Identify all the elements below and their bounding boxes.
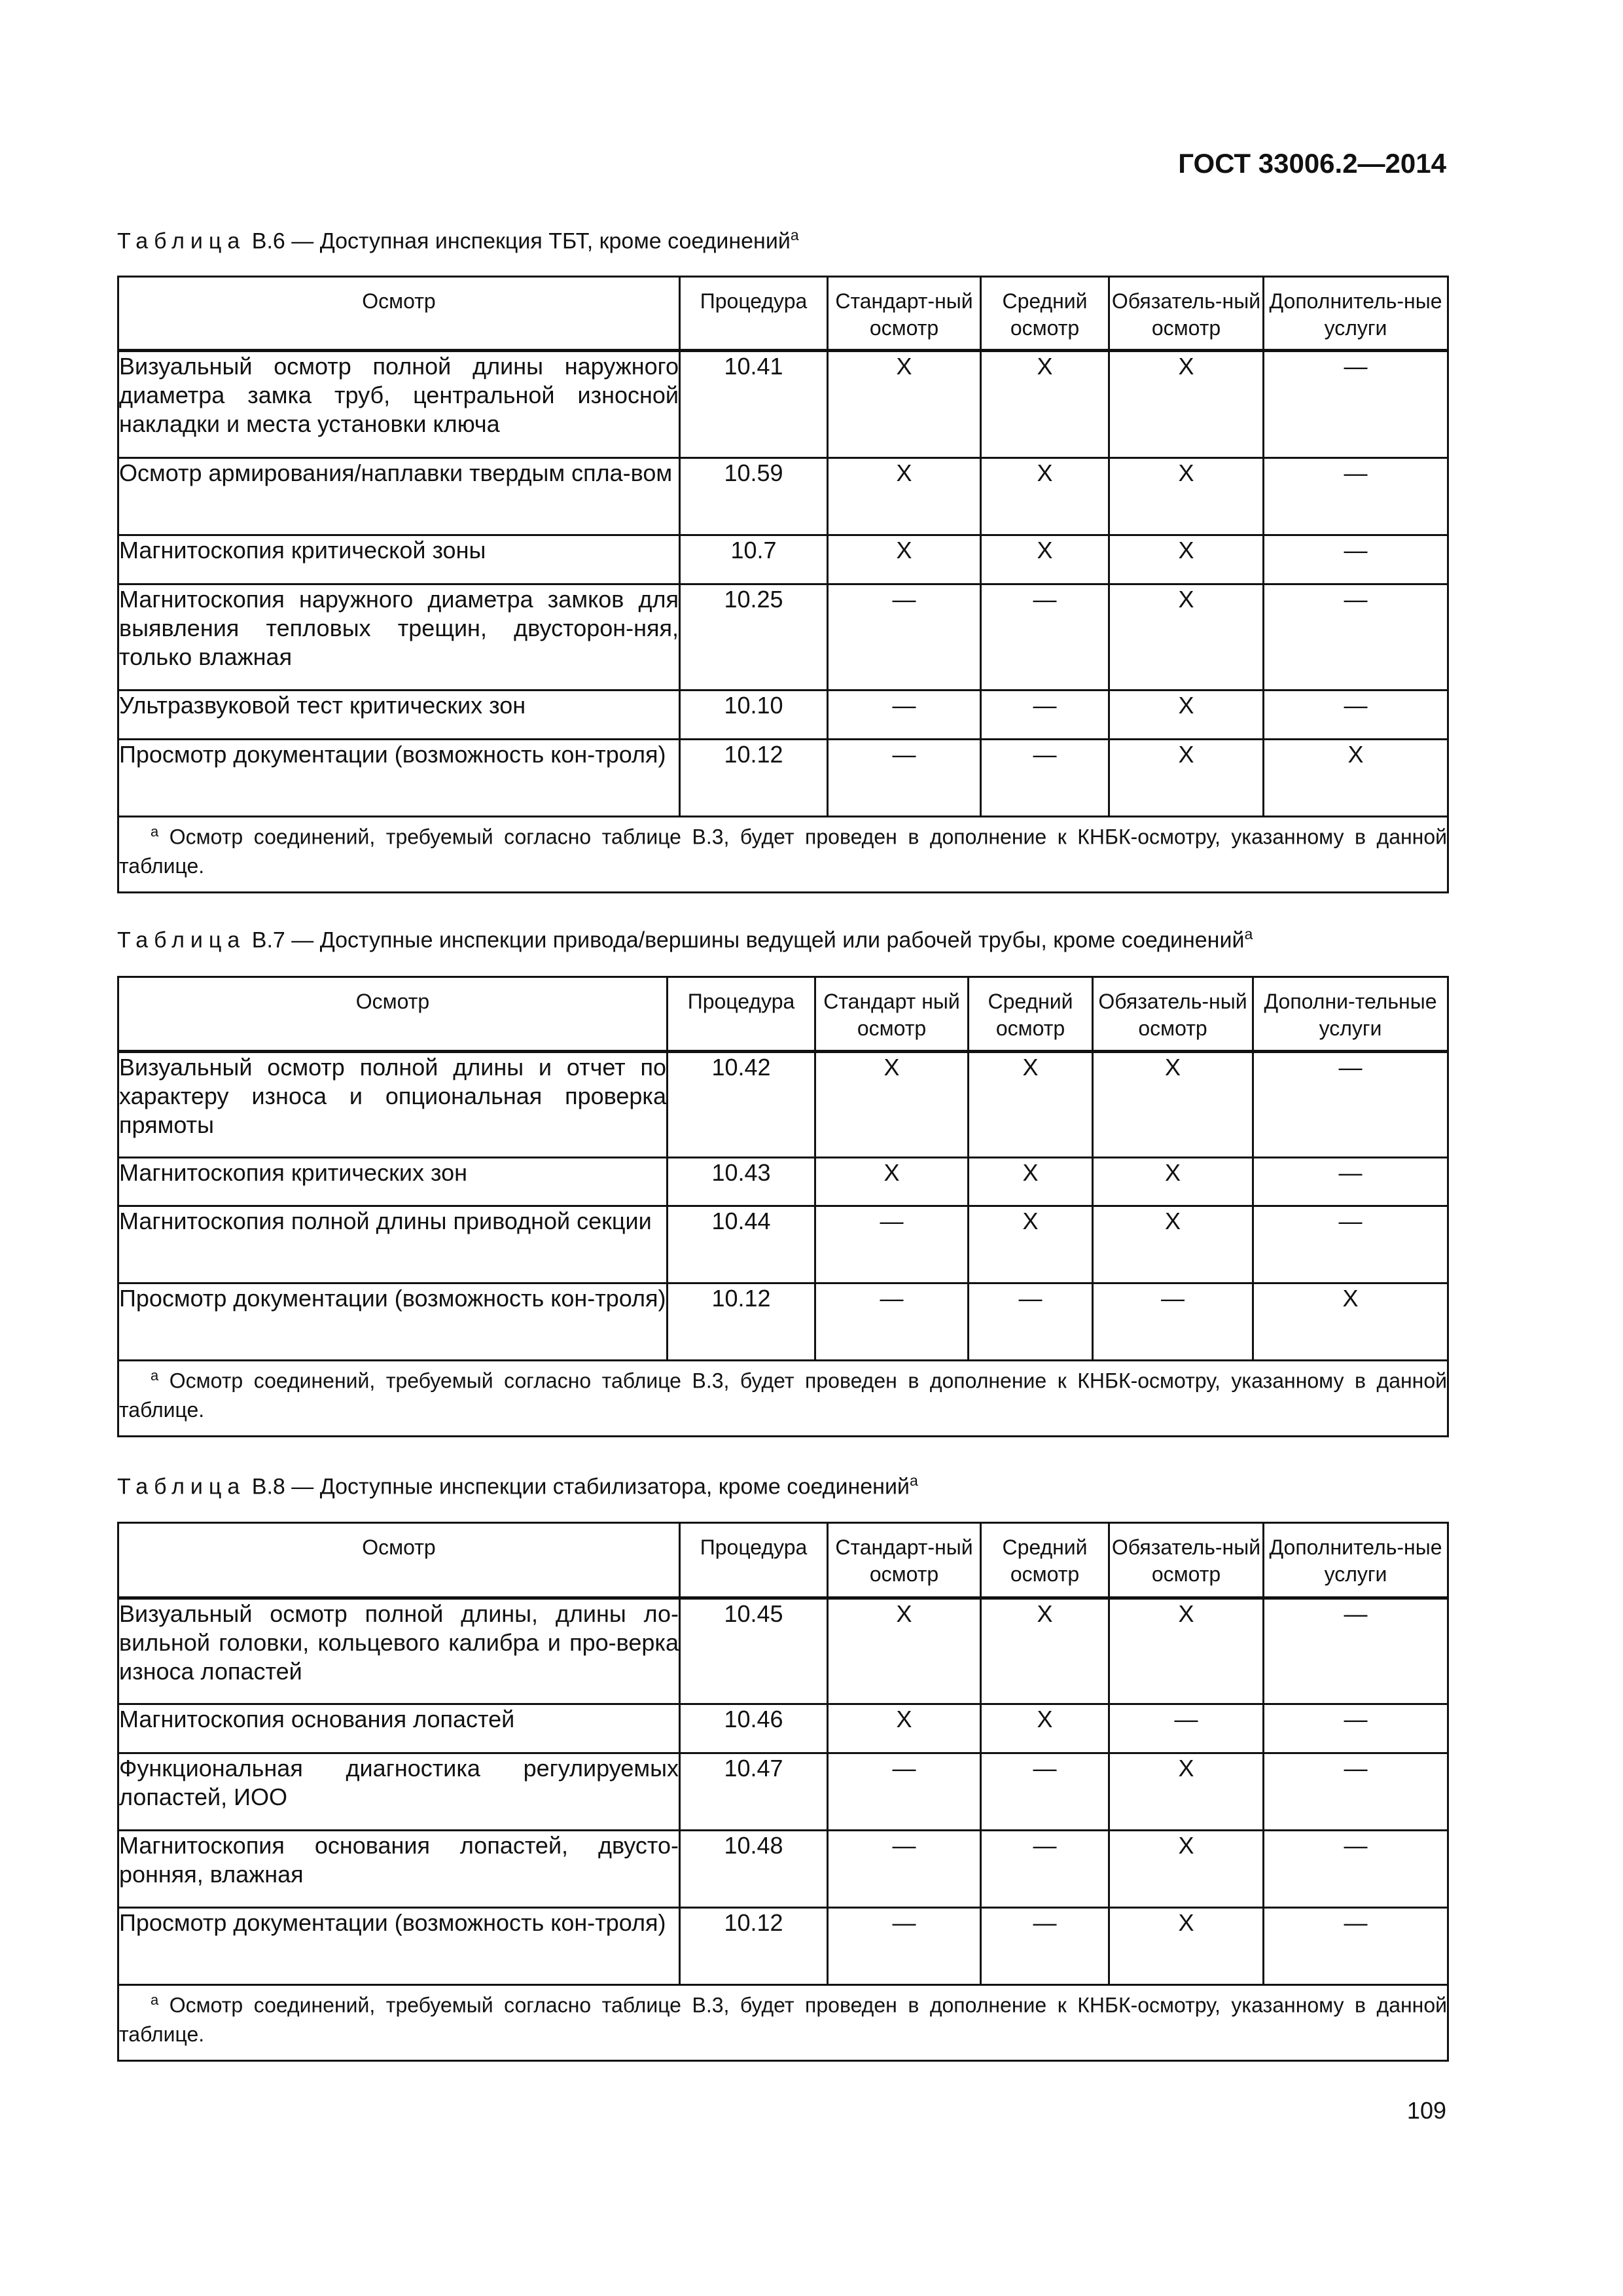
caption-text: В.7 — Доступные инспекции привода/вершины ведущей или рабочей трубы, кроме соединений bbox=[251, 927, 1245, 953]
standard-cell: — bbox=[828, 1831, 981, 1908]
header-cell: Средний осмотр bbox=[969, 977, 1093, 1052]
header-cell: Дополни-тельные услуги bbox=[1253, 977, 1448, 1052]
mandatory-cell: — bbox=[1109, 1704, 1264, 1753]
inspection-name-cell: Магнитоскопия полной длины приводной секции bbox=[118, 1206, 668, 1283]
inspection-name-cell: Осмотр армирования/наплавки твердым спла-вом bbox=[118, 458, 680, 535]
medium-cell: — bbox=[981, 1908, 1109, 1985]
caption-footnote-mark: a bbox=[1244, 925, 1253, 942]
additional-cell: — bbox=[1264, 691, 1448, 740]
mandatory-cell: X bbox=[1109, 1908, 1264, 1985]
footnote-text: Осмотр соединений, требуемый согласно таблице В.3, будет проведен в дополнение к КНБК-осмотру, указанному в данной таблице. bbox=[119, 1369, 1448, 1422]
inspection-table bbox=[117, 276, 1449, 893]
table-row bbox=[118, 584, 1448, 691]
caption-word: Таблица bbox=[117, 228, 246, 254]
table-row bbox=[118, 1598, 1448, 1704]
medium-cell: X bbox=[969, 1206, 1093, 1283]
mandatory-cell: X bbox=[1093, 1158, 1253, 1206]
header-cell: Стандарт ный осмотр bbox=[815, 977, 969, 1052]
medium-cell: X bbox=[981, 1704, 1109, 1753]
header-cell: Дополнитель-ные услуги bbox=[1264, 277, 1448, 351]
standard-cell: X bbox=[828, 351, 981, 458]
standard-cell: — bbox=[828, 1908, 981, 1985]
inspection-name-cell: Просмотр документации (возможность кон-троля) bbox=[118, 740, 680, 817]
inspection-name-cell: Ультразвуковой тест критических зон bbox=[118, 691, 680, 740]
inspection-name-cell: Визуальный осмотр полной длины наружного диаметра замка труб, центральной износной накладки и места установки ключа bbox=[118, 351, 680, 458]
procedure-cell: 10.7 bbox=[680, 535, 828, 584]
table-footnote-row bbox=[118, 1985, 1448, 2061]
table-row bbox=[118, 1052, 1448, 1158]
table-row bbox=[118, 1831, 1448, 1908]
inspection-name-cell: Магнитоскопия наружного диаметра замков для выявления тепловых трещин, двусторон-няя, только влажная bbox=[118, 584, 680, 691]
inspection-name-cell: Магнитоскопия основания лопастей bbox=[118, 1704, 680, 1753]
caption-footnote-mark: a bbox=[790, 226, 799, 243]
standard-cell: X bbox=[828, 1598, 981, 1704]
footnote-mark: a bbox=[151, 1367, 159, 1384]
header-cell: Дополнитель-ные услуги bbox=[1264, 1523, 1448, 1598]
additional-cell: — bbox=[1264, 1908, 1448, 1985]
procedure-cell: 10.12 bbox=[668, 1283, 815, 1361]
medium-cell: — bbox=[981, 584, 1109, 691]
mandatory-cell: X bbox=[1109, 740, 1264, 817]
procedure-cell: 10.44 bbox=[668, 1206, 815, 1283]
inspection-name-cell: Магнитоскопия основания лопастей, двусто-ронняя, влажная bbox=[118, 1831, 680, 1908]
procedure-cell: 10.43 bbox=[668, 1158, 815, 1206]
standard-cell: — bbox=[828, 584, 981, 691]
procedure-cell: 10.48 bbox=[680, 1831, 828, 1908]
table-footnote-row bbox=[118, 817, 1448, 893]
mandatory-cell: X bbox=[1109, 458, 1264, 535]
medium-cell: — bbox=[981, 1831, 1109, 1908]
header-cell: Средний осмотр bbox=[981, 277, 1109, 351]
header-cell: Процедура bbox=[680, 277, 828, 351]
mandatory-cell: X bbox=[1109, 1598, 1264, 1704]
additional-cell: — bbox=[1264, 1831, 1448, 1908]
table-footnote bbox=[118, 1985, 1448, 2061]
caption-word: Таблица bbox=[117, 927, 246, 953]
medium-cell: X bbox=[969, 1052, 1093, 1158]
caption-footnote-mark: a bbox=[909, 1472, 918, 1489]
table-row bbox=[118, 535, 1448, 584]
document-id: ГОСТ 33006.2—2014 bbox=[1178, 148, 1446, 179]
procedure-cell: 10.12 bbox=[680, 740, 828, 817]
standard-cell: X bbox=[815, 1052, 969, 1158]
table-caption bbox=[117, 226, 799, 254]
header-cell: Обязатель-ный осмотр bbox=[1109, 1523, 1264, 1598]
medium-cell: X bbox=[981, 535, 1109, 584]
caption-text: В.6 — Доступная инспекция ТБТ, кроме соединений bbox=[251, 228, 791, 254]
mandatory-cell: X bbox=[1109, 584, 1264, 691]
footnote-mark: a bbox=[151, 823, 159, 840]
additional-cell: — bbox=[1264, 1753, 1448, 1831]
procedure-cell: 10.10 bbox=[680, 691, 828, 740]
mandatory-cell: X bbox=[1109, 691, 1264, 740]
medium-cell: — bbox=[981, 740, 1109, 817]
header-cell: Средний осмотр bbox=[981, 1523, 1109, 1598]
inspection-name-cell: Магнитоскопия критических зон bbox=[118, 1158, 668, 1206]
table-row bbox=[118, 1206, 1448, 1283]
header-cell: Обязатель-ный осмотр bbox=[1093, 977, 1253, 1052]
mandatory-cell: X bbox=[1093, 1052, 1253, 1158]
additional-cell: — bbox=[1264, 1704, 1448, 1753]
inspection-name-cell: Просмотр документации (возможность кон-троля) bbox=[118, 1908, 680, 1985]
table-row bbox=[118, 1704, 1448, 1753]
inspection-name-cell: Магнитоскопия критической зоны bbox=[118, 535, 680, 584]
procedure-cell: 10.41 bbox=[680, 351, 828, 458]
standard-cell: X bbox=[828, 458, 981, 535]
mandatory-cell: X bbox=[1109, 1831, 1264, 1908]
additional-cell: — bbox=[1264, 1598, 1448, 1704]
table-footnote-row bbox=[118, 1361, 1448, 1437]
additional-cell: — bbox=[1264, 584, 1448, 691]
inspection-name-cell: Функциональная диагностика регулируемых лопастей, ИОО bbox=[118, 1753, 680, 1831]
additional-cell: — bbox=[1253, 1052, 1448, 1158]
additional-cell: X bbox=[1253, 1283, 1448, 1361]
table-header-row bbox=[118, 1523, 1448, 1598]
header-cell: Процедура bbox=[668, 977, 815, 1052]
standard-cell: — bbox=[828, 691, 981, 740]
table-footnote bbox=[118, 1361, 1448, 1437]
footnote-mark: a bbox=[151, 1992, 159, 2008]
standard-cell: X bbox=[828, 1704, 981, 1753]
standard-cell: — bbox=[815, 1206, 969, 1283]
mandatory-cell: X bbox=[1109, 351, 1264, 458]
medium-cell: X bbox=[969, 1158, 1093, 1206]
procedure-cell: 10.25 bbox=[680, 584, 828, 691]
medium-cell: — bbox=[981, 1753, 1109, 1831]
caption-text: В.8 — Доступные инспекции стабилизатора, кроме соединений bbox=[251, 1474, 910, 1499]
table-row bbox=[118, 1753, 1448, 1831]
procedure-cell: 10.59 bbox=[680, 458, 828, 535]
standard-cell: — bbox=[828, 1753, 981, 1831]
procedure-cell: 10.12 bbox=[680, 1908, 828, 1985]
standard-cell: X bbox=[815, 1158, 969, 1206]
inspection-name-cell: Просмотр документации (возможность кон-троля) bbox=[118, 1283, 668, 1361]
table-row bbox=[118, 691, 1448, 740]
mandatory-cell: X bbox=[1109, 535, 1264, 584]
table-row bbox=[118, 740, 1448, 817]
table-footnote bbox=[118, 817, 1448, 893]
inspection-name-cell: Визуальный осмотр полной длины, длины ло-вильной головки, кольцевого калибра и про-верка износа лопастей bbox=[118, 1598, 680, 1704]
table-row bbox=[118, 351, 1448, 458]
procedure-cell: 10.45 bbox=[680, 1598, 828, 1704]
additional-cell: — bbox=[1253, 1158, 1448, 1206]
procedure-cell: 10.42 bbox=[668, 1052, 815, 1158]
footnote-text: Осмотр соединений, требуемый согласно таблице В.3, будет проведен в дополнение к КНБК-осмотру, указанному в данной таблице. bbox=[119, 825, 1448, 878]
additional-cell: — bbox=[1264, 351, 1448, 458]
table-row bbox=[118, 1908, 1448, 1985]
page-number: 109 bbox=[1406, 2097, 1446, 2124]
header-cell: Процедура bbox=[680, 1523, 828, 1598]
inspection-name-cell: Визуальный осмотр полной длины и отчет по характеру износа и опциональная проверка прямоты bbox=[118, 1052, 668, 1158]
additional-cell: — bbox=[1253, 1206, 1448, 1283]
additional-cell: X bbox=[1264, 740, 1448, 817]
header-cell: Обязатель-ный осмотр bbox=[1109, 277, 1264, 351]
mandatory-cell: X bbox=[1109, 1753, 1264, 1831]
standard-cell: X bbox=[828, 535, 981, 584]
inspection-table bbox=[117, 1522, 1449, 2062]
header-cell: Стандарт-ный осмотр bbox=[828, 1523, 981, 1598]
procedure-cell: 10.46 bbox=[680, 1704, 828, 1753]
header-cell: Стандарт-ный осмотр bbox=[828, 277, 981, 351]
additional-cell: — bbox=[1264, 535, 1448, 584]
table-caption bbox=[117, 1472, 918, 1499]
header-cell: Осмотр bbox=[118, 1523, 680, 1598]
caption-word: Таблица bbox=[117, 1474, 246, 1499]
table-row bbox=[118, 1158, 1448, 1206]
medium-cell: X bbox=[981, 351, 1109, 458]
medium-cell: — bbox=[981, 691, 1109, 740]
inspection-table bbox=[117, 976, 1449, 1437]
standard-cell: — bbox=[828, 740, 981, 817]
table-header-row bbox=[118, 977, 1448, 1052]
header-cell: Осмотр bbox=[118, 977, 668, 1052]
procedure-cell: 10.47 bbox=[680, 1753, 828, 1831]
mandatory-cell: — bbox=[1093, 1283, 1253, 1361]
additional-cell: — bbox=[1264, 458, 1448, 535]
table-row bbox=[118, 1283, 1448, 1361]
table-header-row bbox=[118, 277, 1448, 351]
table-row bbox=[118, 458, 1448, 535]
table-caption bbox=[117, 925, 1253, 953]
standard-cell: — bbox=[815, 1283, 969, 1361]
medium-cell: X bbox=[981, 1598, 1109, 1704]
mandatory-cell: X bbox=[1093, 1206, 1253, 1283]
footnote-text: Осмотр соединений, требуемый согласно таблице В.3, будет проведен в дополнение к КНБК-осмотру, указанному в данной таблице. bbox=[119, 1993, 1448, 2046]
header-cell: Осмотр bbox=[118, 277, 680, 351]
medium-cell: X bbox=[981, 458, 1109, 535]
medium-cell: — bbox=[969, 1283, 1093, 1361]
